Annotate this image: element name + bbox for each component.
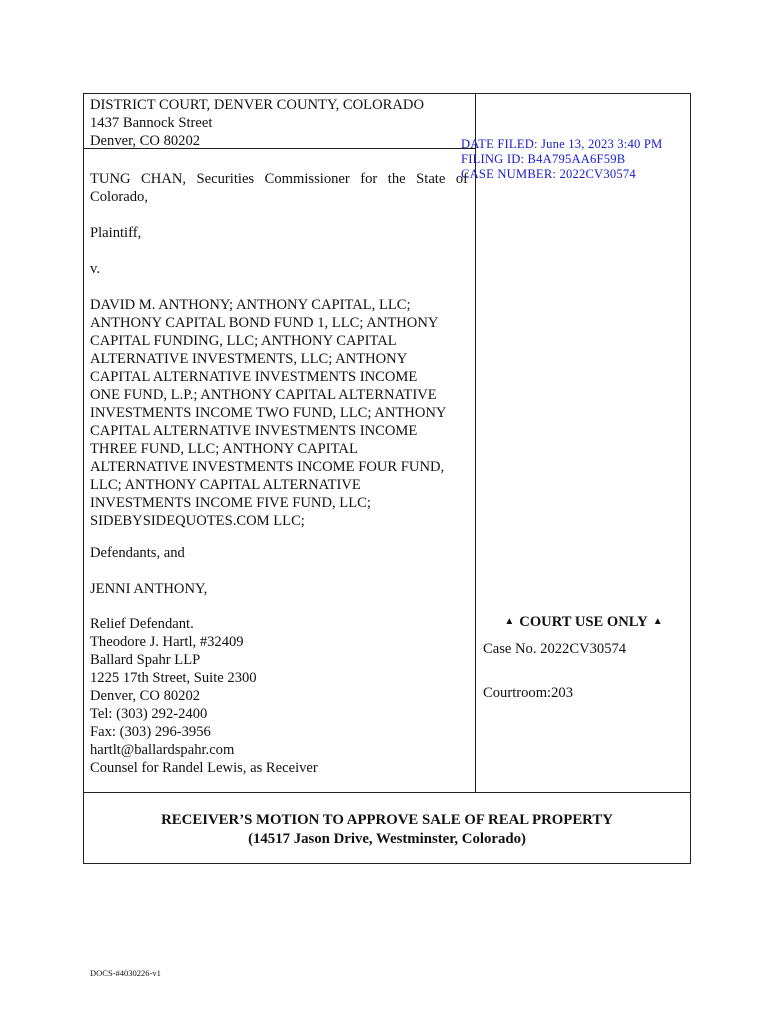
counsel-fax: Fax: (303) 296-3956 [90,724,211,740]
court-name: DISTRICT COURT, DENVER COUNTY, COLORADO [90,97,424,113]
plaintiff-line-2: Colorado, [90,189,148,205]
plaintiff-label: Plaintiff, [90,225,142,241]
defendant-line: ONE FUND, L.P.; ANTHONY CAPITAL ALTERNATIVE [90,387,437,403]
defendant-line: INVESTMENTS INCOME FIVE FUND, LLC; [90,495,371,511]
document-title [83,811,691,849]
defendant-line: THREE FUND, LLC; ANTHONY CAPITAL [90,441,358,457]
title-line-1: RECEIVER’S MOTION TO APPROVE SALE OF REAL PROPERTY [161,812,613,828]
relief-defendant-label: Relief Defendant. [90,616,194,632]
title-line-2: (14517 Jason Drive, Westminster, Colorado) [248,831,526,847]
court-info [90,96,470,150]
versus: v. [90,261,100,277]
defendant-line: CAPITAL ALTERNATIVE INVESTMENTS INCOME [90,369,418,385]
defendant-line: ALTERNATIVE INVESTMENTS INCOME FOUR FUND, [90,459,445,475]
case-number: Case No. 2022CV30574 [483,641,627,657]
plaintiff-name [90,170,468,206]
caption-column-divider [475,93,476,792]
defendant-line: DAVID M. ANTHONY; ANTHONY CAPITAL, LLC; [90,297,411,313]
defendant-line: CAPITAL FUNDING, LLC; ANTHONY CAPITAL [90,333,397,349]
court-use-label: COURT USE ONLY [519,614,648,630]
defendant-line: ALTERNATIVE INVESTMENTS, LLC; ANTHONY [90,351,408,367]
counsel-email: hartlt@ballardspahr.com [90,742,235,758]
counsel-role: Counsel for Randel Lewis, as Receiver [90,760,318,776]
stamp-date-filed: DATE FILED: June 13, 2023 3:40 PM [461,137,663,151]
defendant-line: SIDEBYSIDEQUOTES.COM LLC; [90,513,305,529]
defendant-line: LLC; ANTHONY CAPITAL ALTERNATIVE [90,477,361,493]
footer-doc-id: DOCS-#4030226-v1 [90,968,161,978]
stamp-case-number: CASE NUMBER: 2022CV30574 [461,167,636,181]
relief-defendant-name: JENNI ANTHONY, [90,581,208,597]
plaintiff-line-1: TUNG CHAN, Securities Commissioner for the State of [90,171,468,187]
defendants-label: Defendants, and [90,545,185,561]
defendant-line: ANTHONY CAPITAL BOND FUND 1, LLC; ANTHONY [90,315,439,331]
court-city: Denver, CO 80202 [90,133,201,149]
stamp-filing-id: FILING ID: B4A795AA6F59B [461,152,626,166]
counsel-city: Denver, CO 80202 [90,688,201,704]
counsel-street: 1225 17th Street, Suite 2300 [90,670,257,686]
defendant-line: INVESTMENTS INCOME TWO FUND, LLC; ANTHONY [90,405,447,421]
counsel-name: Theodore J. Hartl, #32409 [90,634,244,650]
filing-stamp [461,137,662,182]
caption-title-divider [83,792,691,793]
courtroom: Courtroom:203 [483,685,573,701]
counsel-firm: Ballard Spahr LLP [90,652,201,668]
counsel-block [90,633,470,777]
triangle-up-icon: ▲ [652,616,663,627]
triangle-up-icon: ▲ [504,616,515,627]
counsel-phone: Tel: (303) 292-2400 [90,706,208,722]
defendants-list [90,296,470,530]
defendant-line: CAPITAL ALTERNATIVE INVESTMENTS INCOME [90,423,418,439]
court-use-only-header [476,613,691,631]
court-street: 1437 Bannock Street [90,115,213,131]
